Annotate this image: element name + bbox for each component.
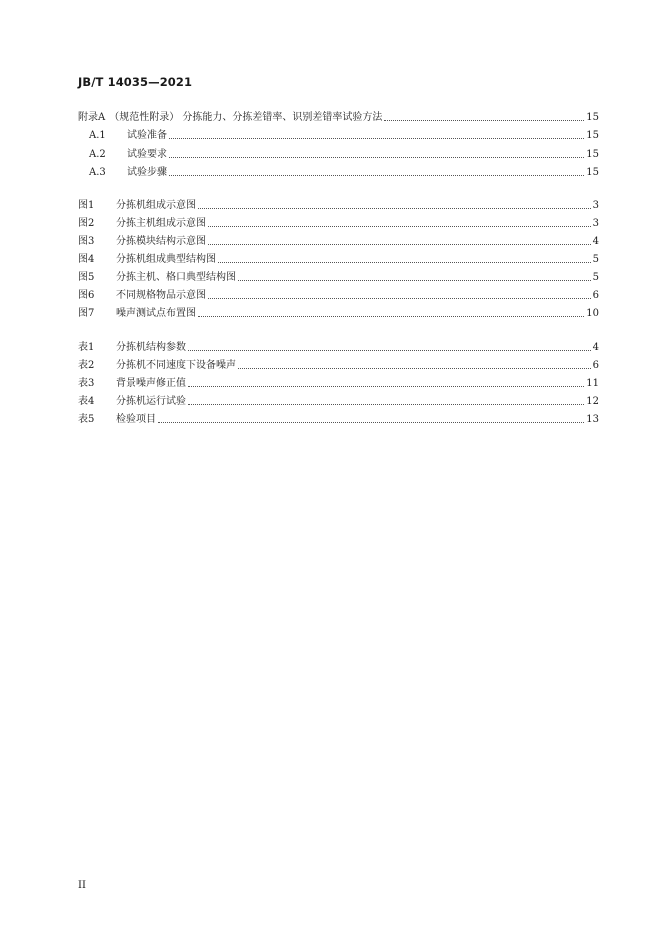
toc-entry-figure-3[interactable] [78, 232, 599, 248]
toc-entry-number: 图1 [78, 200, 95, 211]
toc-entry-page: 4 [592, 236, 599, 247]
toc-entry-page: 12 [586, 396, 599, 407]
toc-entry-title: 分拣主机组成示意图 [116, 218, 206, 229]
toc-entry-title: 试验要求 [127, 149, 167, 160]
toc-entry-table-1[interactable] [78, 338, 599, 354]
toc-entry-title: 分拣机组成示意图 [116, 200, 196, 211]
toc-entry-page: 6 [592, 360, 599, 371]
dot-leader [169, 174, 584, 176]
dot-leader [188, 349, 591, 351]
dot-leader [188, 385, 584, 387]
toc-entry-page: 13 [586, 414, 599, 425]
dot-leader [238, 367, 591, 369]
toc-entry-title: 分拣机结构参数 [116, 342, 186, 353]
dot-leader [208, 243, 591, 245]
toc-entry-number: 表5 [78, 414, 95, 425]
toc-entry-page: 3 [592, 200, 599, 211]
toc-entry-table-2[interactable] [78, 356, 599, 372]
document-code: JB/T 14035—2021 [78, 75, 193, 89]
toc-entry-a3[interactable] [78, 163, 599, 179]
toc-entry-number: A.3 [89, 167, 106, 178]
toc-entry-number: 图4 [78, 254, 95, 265]
toc-entry-figure-2[interactable] [78, 214, 599, 230]
toc-entry-title: 噪声测试点布置图 [116, 308, 196, 319]
toc-entry-a2[interactable] [78, 145, 599, 161]
toc-entry-title: 背景噪声修正值 [116, 378, 186, 389]
toc-entry-title: 试验步骤 [127, 167, 167, 178]
toc-entry-page: 11 [586, 378, 599, 389]
toc-entry-page: 10 [586, 308, 599, 319]
toc-entry-title: 分拣主机、格口典型结构图 [116, 272, 236, 283]
toc-entry-title: 分拣机运行试验 [116, 396, 186, 407]
toc-entry-page: 15 [586, 149, 599, 160]
toc-entry-number: 图7 [78, 308, 95, 319]
toc-entry-figure-1[interactable] [78, 196, 599, 212]
dot-leader [169, 137, 584, 139]
toc-entry-number: 图3 [78, 236, 95, 247]
toc-entry-page: 15 [586, 112, 599, 123]
toc-entry-title: 检验项目 [116, 414, 156, 425]
dot-leader [218, 261, 591, 263]
toc-entry-page: 5 [592, 272, 599, 283]
toc-entry-title: 分拣机不同速度下设备噪声 [116, 360, 236, 371]
dot-leader [158, 421, 584, 423]
toc-entry-figure-5[interactable] [78, 268, 599, 284]
toc-entry-page: 15 [586, 167, 599, 178]
toc-entry-number: 表2 [78, 360, 95, 371]
toc-entry-table-5[interactable] [78, 410, 599, 426]
dot-leader [169, 156, 584, 158]
toc-entry-page: 6 [592, 290, 599, 301]
dot-leader [208, 225, 591, 227]
dot-leader [188, 403, 584, 405]
toc-entry-page: 4 [592, 342, 599, 353]
toc-entry-number: 附录A [78, 112, 106, 123]
toc-entry-title: 分拣模块结构示意图 [116, 236, 206, 247]
dot-leader [198, 315, 584, 317]
toc-entry-title: （规范性附录） 分拣能力、分拣差错率、识别差错率试验方法 [109, 112, 383, 123]
dot-leader [208, 297, 591, 299]
dot-leader [238, 279, 591, 281]
toc-entry-page: 3 [592, 218, 599, 229]
toc-entry-table-4[interactable] [78, 392, 599, 408]
toc-entry-title: 试验准备 [127, 130, 167, 141]
toc-entry-appendix-a[interactable] [78, 108, 599, 124]
toc-entry-number: A.1 [89, 130, 106, 141]
toc-entry-number: 图5 [78, 272, 95, 283]
page-number: II [78, 880, 86, 891]
toc-entry-number: 表1 [78, 342, 95, 353]
toc-entry-number: A.2 [89, 149, 106, 160]
toc-entry-title: 分拣机组成典型结构图 [116, 254, 216, 265]
toc-entry-number: 表3 [78, 378, 95, 389]
toc-entry-figure-6[interactable] [78, 286, 599, 302]
toc-entry-table-3[interactable] [78, 374, 599, 390]
toc-entry-figure-7[interactable] [78, 304, 599, 320]
dot-leader [198, 207, 591, 209]
toc-entry-page: 5 [592, 254, 599, 265]
toc-entry-number: 图2 [78, 218, 95, 229]
toc-entry-number: 图6 [78, 290, 95, 301]
toc-entry-page: 15 [586, 130, 599, 141]
toc-entry-a1[interactable] [78, 126, 599, 142]
toc-entry-number: 表4 [78, 396, 95, 407]
toc-entry-figure-4[interactable] [78, 250, 599, 266]
toc-entry-title: 不同规格物品示意图 [116, 290, 206, 301]
dot-leader [384, 119, 584, 121]
